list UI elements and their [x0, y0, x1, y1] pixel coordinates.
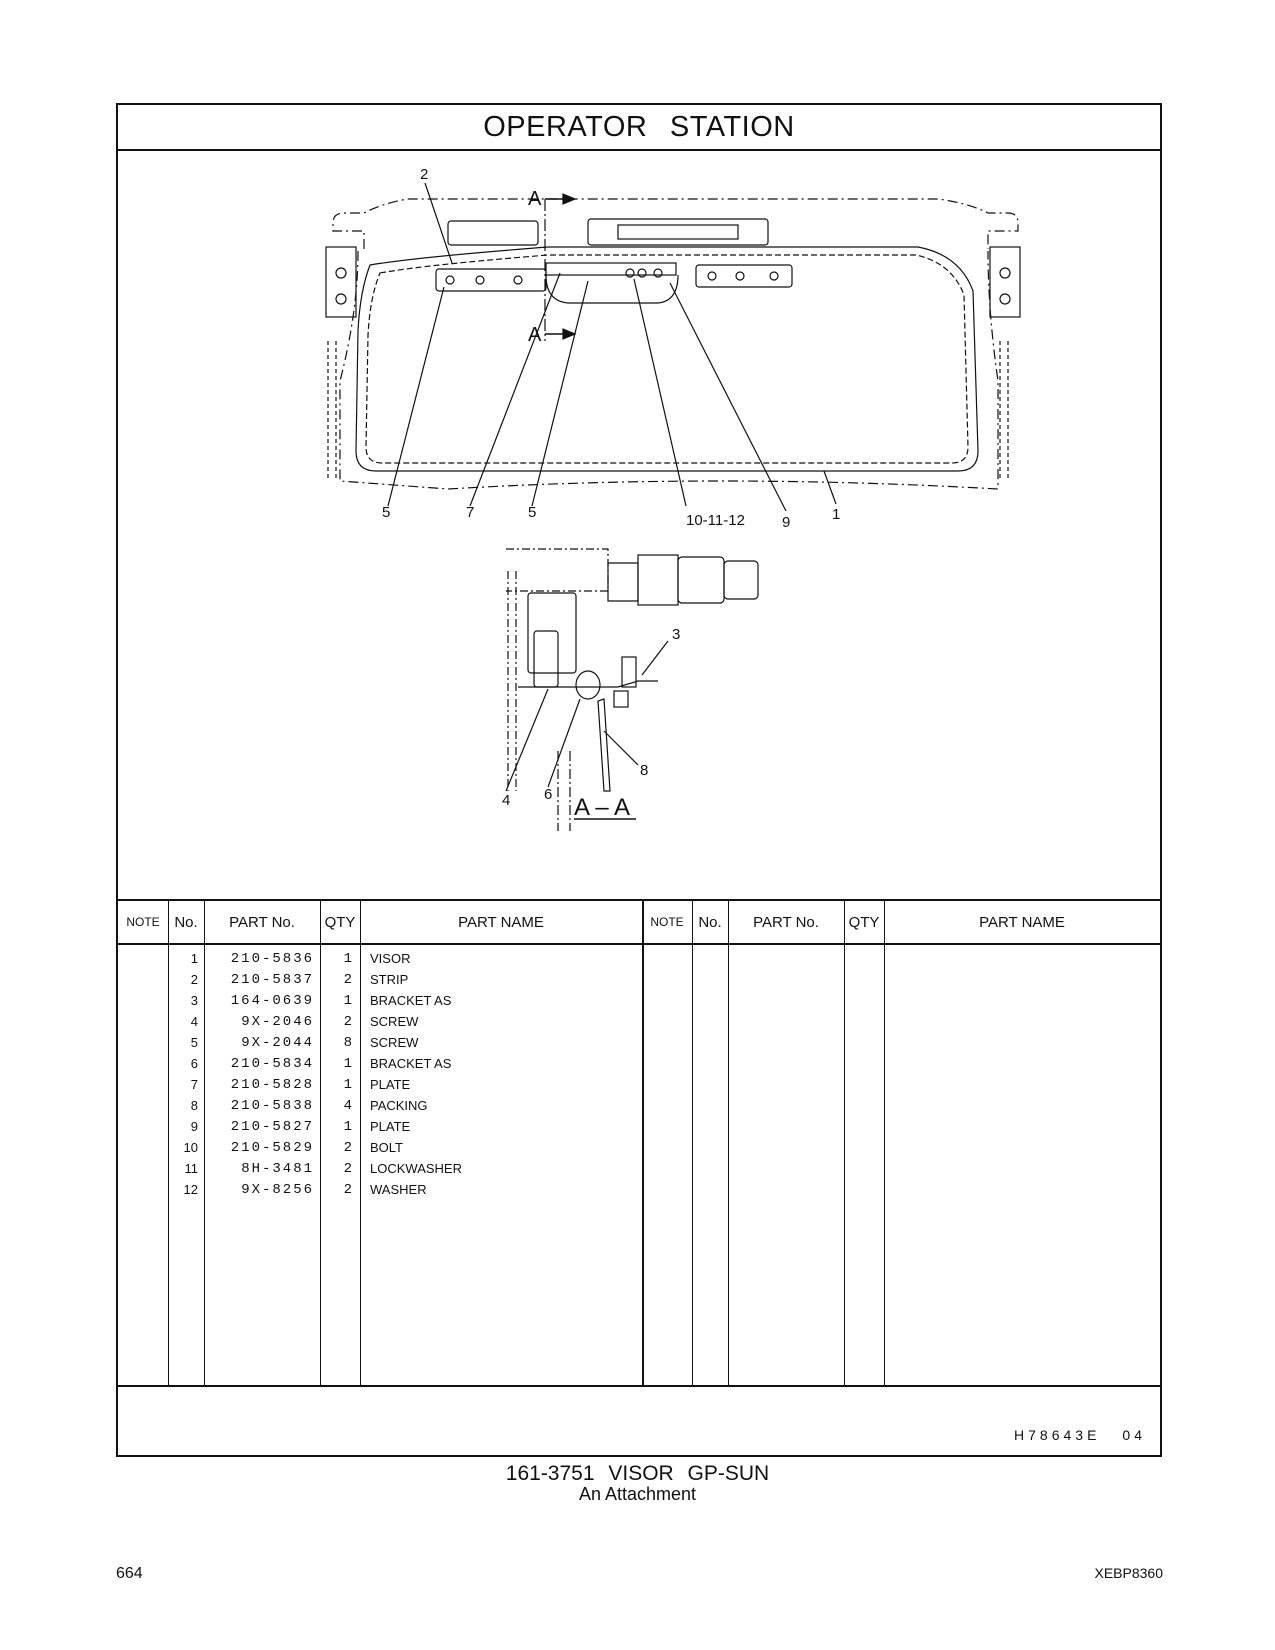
page-title: OPERATOR STATION [118, 105, 1160, 151]
row-quantity: 2 [343, 1014, 354, 1030]
section-marker-top: A [528, 188, 542, 210]
row-item-number: 2 [190, 972, 198, 987]
row-item-number: 3 [190, 993, 198, 1008]
col-part-no-2: PART No. [753, 913, 819, 931]
row-quantity: 1 [343, 993, 354, 1009]
row-part-name: PACKING [370, 1098, 428, 1113]
parts-table-body [118, 945, 1160, 1385]
row-part-number: 210-5837 [230, 972, 314, 988]
row-part-name: PLATE [370, 1119, 411, 1134]
callout-9: 9 [782, 514, 791, 531]
row-part-number: 210-5834 [230, 1056, 314, 1072]
row-part-name: SCREW [370, 1014, 419, 1029]
callout-10-11-12: 10-11-12 [686, 512, 745, 529]
row-part-number: 9X-8256 [241, 1182, 314, 1198]
row-item-number: 1 [190, 951, 198, 966]
col-no-2: No. [698, 913, 722, 931]
row-item-number: 11 [184, 1161, 198, 1176]
row-item-number: 12 [183, 1182, 198, 1197]
col-qty-2: QTY [848, 913, 880, 931]
row-item-number: 7 [190, 1077, 198, 1092]
row-item-number: 8 [190, 1098, 198, 1113]
callout-2: 2 [420, 166, 429, 183]
row-part-number: 8H-3481 [241, 1161, 314, 1177]
row-part-name: WASHER [370, 1182, 427, 1197]
row-item-number: 5 [190, 1035, 198, 1050]
illustration-id: H78643E [1014, 1427, 1101, 1443]
section-marker-bottom: A [528, 324, 542, 346]
assembly-subtitle: An Attachment [578, 1484, 697, 1504]
exploded-view-drawing [118, 151, 1160, 899]
row-part-name: BRACKET AS [370, 993, 452, 1008]
row-quantity: 1 [343, 1119, 354, 1135]
callout-5-center: 5 [528, 504, 537, 521]
revision-number: 04 [1122, 1427, 1146, 1443]
col-part-name-2: PART NAME [979, 913, 1065, 931]
callout-6: 6 [544, 786, 553, 803]
row-item-number: 6 [190, 1056, 198, 1071]
row-item-number: 4 [190, 1014, 198, 1029]
row-item-number: 9 [190, 1119, 198, 1134]
col-part-no: PART No. [229, 913, 295, 931]
row-quantity: 2 [343, 1161, 354, 1177]
document-number: XEBP8360 [1094, 1565, 1163, 1581]
illustration-code [992, 1427, 1146, 1443]
illustration-footer [118, 1385, 1160, 1457]
row-part-number: 9X-2044 [241, 1035, 314, 1051]
row-part-number: 210-5838 [230, 1098, 314, 1114]
section-view-label: A – A [574, 794, 631, 821]
row-item-number: 10 [183, 1140, 198, 1155]
assembly-title: 161-3751 VISOR GP-SUN [505, 1462, 770, 1485]
row-part-name: VISOR [370, 951, 411, 966]
row-quantity: 1 [343, 1077, 354, 1093]
row-quantity: 1 [343, 951, 354, 967]
row-part-name: LOCKWASHER [370, 1161, 462, 1176]
row-quantity: 1 [343, 1056, 354, 1072]
callout-8: 8 [640, 762, 649, 779]
col-part-name: PART NAME [458, 913, 544, 931]
row-part-number: 9X-2046 [241, 1014, 314, 1030]
page-number: 664 [116, 1565, 143, 1582]
row-part-name: BRACKET AS [370, 1056, 452, 1071]
row-quantity: 4 [343, 1098, 354, 1114]
row-part-number: 210-5828 [230, 1077, 314, 1093]
row-part-name: BOLT [370, 1140, 403, 1155]
callout-1: 1 [832, 506, 841, 523]
row-part-number: 210-5836 [230, 951, 314, 967]
col-note-2: NOTE [650, 915, 684, 929]
col-note: NOTE [126, 915, 160, 929]
parts-page-frame [116, 103, 1162, 1457]
callout-7: 7 [466, 504, 475, 521]
row-quantity: 8 [343, 1035, 354, 1051]
parts-illustration [118, 151, 1160, 899]
row-part-name: PLATE [370, 1077, 411, 1092]
row-part-number: 210-5827 [230, 1119, 314, 1135]
callout-4: 4 [502, 792, 511, 809]
callout-5-left: 5 [382, 504, 391, 521]
parts-table-header [118, 899, 1160, 945]
row-quantity: 2 [343, 1140, 354, 1156]
col-qty: QTY [324, 913, 356, 931]
row-part-name: STRIP [370, 972, 409, 987]
callout-3: 3 [672, 626, 681, 643]
row-part-name: SCREW [370, 1035, 419, 1050]
col-no: No. [174, 913, 198, 931]
row-quantity: 2 [343, 972, 354, 988]
row-quantity: 2 [343, 1182, 354, 1198]
row-part-number: 164-0639 [230, 993, 314, 1009]
row-part-number: 210-5829 [230, 1140, 314, 1156]
